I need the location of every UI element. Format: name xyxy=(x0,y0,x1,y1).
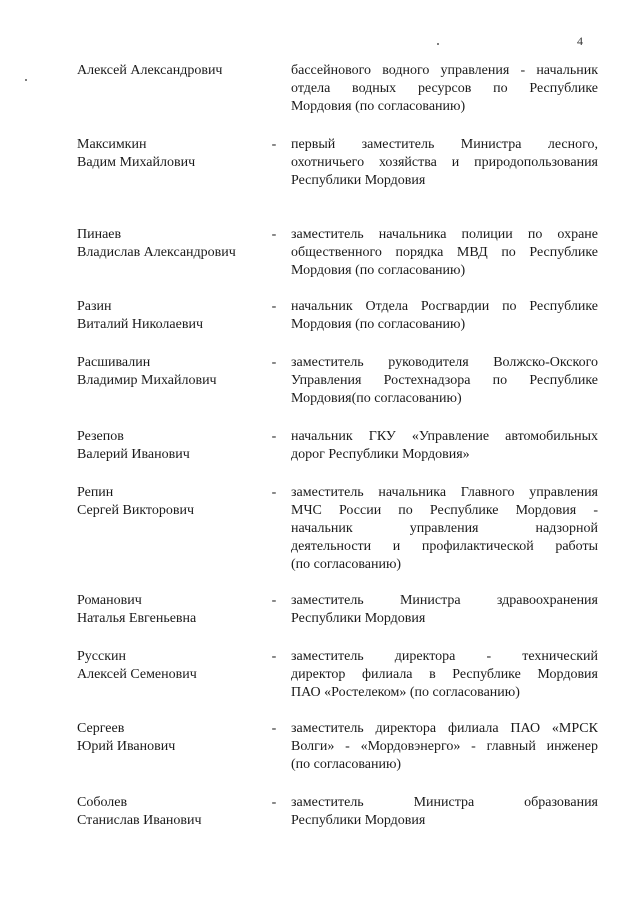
member-position-line: начальник управления надзорной xyxy=(291,521,598,536)
member-position-line: Мордовия (по согласованию) xyxy=(291,317,466,332)
member-position xyxy=(291,648,598,702)
separator-dash: - xyxy=(271,137,277,152)
member-name xyxy=(77,720,277,756)
separator-dash: - xyxy=(271,227,277,242)
member-position xyxy=(291,354,598,408)
member-name-line: Сергей Викторович xyxy=(77,503,195,518)
member-position-line: ПАО «Ростелеком» (по согласованию) xyxy=(291,685,520,700)
separator-dash: - xyxy=(271,721,277,736)
member-position-line: общественного порядка МВД по Республике xyxy=(291,245,598,260)
member-name xyxy=(77,794,277,830)
member-position-line: Республики Мордовия xyxy=(291,813,426,828)
member-position xyxy=(291,226,598,280)
member-position-line: бассейнового водного управления - начальник xyxy=(291,63,598,78)
separator-dash: - xyxy=(271,299,277,314)
member-position-line: Республики Мордовия xyxy=(291,173,426,188)
member-position-line: заместитель Министра здравоохранения xyxy=(291,593,598,608)
member-position xyxy=(291,62,598,116)
member-name-line: Пинаев xyxy=(77,227,122,242)
member-position-line: Волги» - «Мордовэнерго» - главный инженер xyxy=(291,739,598,754)
member-position xyxy=(291,298,598,334)
member-name-line: Станислав Иванович xyxy=(77,813,202,828)
member-name-line: Сергеев xyxy=(77,721,125,736)
member-name-line: Вадим Михайлович xyxy=(77,155,196,170)
member-position-line: Управления Ростехнадзора по Республике xyxy=(291,373,598,388)
member-position xyxy=(291,592,598,628)
separator-dash: - xyxy=(271,649,277,664)
member-name xyxy=(77,136,277,172)
separator-dash: - xyxy=(271,795,277,810)
member-position-line: директор филиала в Республике Мордовия xyxy=(291,667,598,682)
member-position-line: начальник ГКУ «Управление автомобильных xyxy=(291,429,598,444)
member-name xyxy=(77,592,277,628)
member-position-line: заместитель начальника Главного управления xyxy=(291,485,598,500)
member-position-line: заместитель начальника полиции по охране xyxy=(291,227,598,242)
member-position xyxy=(291,136,598,190)
member-position-line: Мордовия (по согласованию) xyxy=(291,99,466,114)
member-position-line: заместитель Министра образования xyxy=(291,795,598,810)
member-name xyxy=(77,354,277,390)
member-name-line: Резепов xyxy=(77,429,124,444)
member-name-line: Владислав Александрович xyxy=(77,245,236,260)
member-position-line: охотничьего хозяйства и природопользования xyxy=(291,155,598,170)
member-name xyxy=(77,484,277,520)
member-position-line: МЧС России по Республике Мордовия - xyxy=(291,503,598,518)
member-position-line: заместитель директора - технический xyxy=(291,649,598,664)
scan-speck xyxy=(25,79,27,81)
member-name-line: Юрий Иванович xyxy=(77,739,176,754)
member-position xyxy=(291,428,598,464)
member-position-line: заместитель директора филиала ПАО «МРСК xyxy=(291,721,598,736)
member-name-line: Репин xyxy=(77,485,114,500)
page-number: 4 xyxy=(577,34,583,48)
member-name-line: Алексей Семенович xyxy=(77,667,197,682)
separator-dash: - xyxy=(271,429,277,444)
member-name-line: Расшивалин xyxy=(77,355,151,370)
member-position-line: первый заместитель Министра лесного, xyxy=(291,137,598,152)
member-name xyxy=(77,298,277,334)
member-position-line: начальник Отдела Росгвардии по Республике xyxy=(291,299,598,314)
member-position-line: дорог Республики Мордовия» xyxy=(291,447,470,462)
member-name-line: Русскин xyxy=(77,649,126,664)
member-name-line: Наталья Евгеньевна xyxy=(77,611,197,626)
member-name xyxy=(77,226,277,262)
member-position xyxy=(291,720,598,774)
member-name-line: Виталий Николаевич xyxy=(77,317,203,332)
member-position-line: (по согласованию) xyxy=(291,757,402,772)
member-position-line: деятельности и профилактической работы xyxy=(291,539,598,554)
separator-dash: - xyxy=(271,593,277,608)
member-position-line: Мордовия(по согласованию) xyxy=(291,391,462,406)
member-name-line: Владимир Михайлович xyxy=(77,373,217,388)
member-name xyxy=(77,648,277,684)
member-name-line: Соболев xyxy=(77,795,128,810)
member-name-line: Алексей Александрович xyxy=(77,63,223,78)
member-name-line: Романович xyxy=(77,593,142,608)
member-position-line: Мордовия (по согласованию) xyxy=(291,263,466,278)
member-position xyxy=(291,484,598,574)
member-position-line: заместитель руководителя Волжско-Окского xyxy=(291,355,598,370)
member-position-line: (по согласованию) xyxy=(291,557,402,572)
separator-dash: - xyxy=(271,485,277,500)
member-name-line: Максимкин xyxy=(77,137,147,152)
member-name-line: Валерий Иванович xyxy=(77,447,190,462)
member-position-line: Республики Мордовия xyxy=(291,611,426,626)
member-name-line: Разин xyxy=(77,299,112,314)
scan-speck xyxy=(437,43,439,45)
member-position xyxy=(291,794,598,830)
member-name xyxy=(77,62,277,80)
member-name xyxy=(77,428,277,464)
member-position-line: отдела водных ресурсов по Республике xyxy=(291,81,598,96)
separator-dash: - xyxy=(271,355,277,370)
